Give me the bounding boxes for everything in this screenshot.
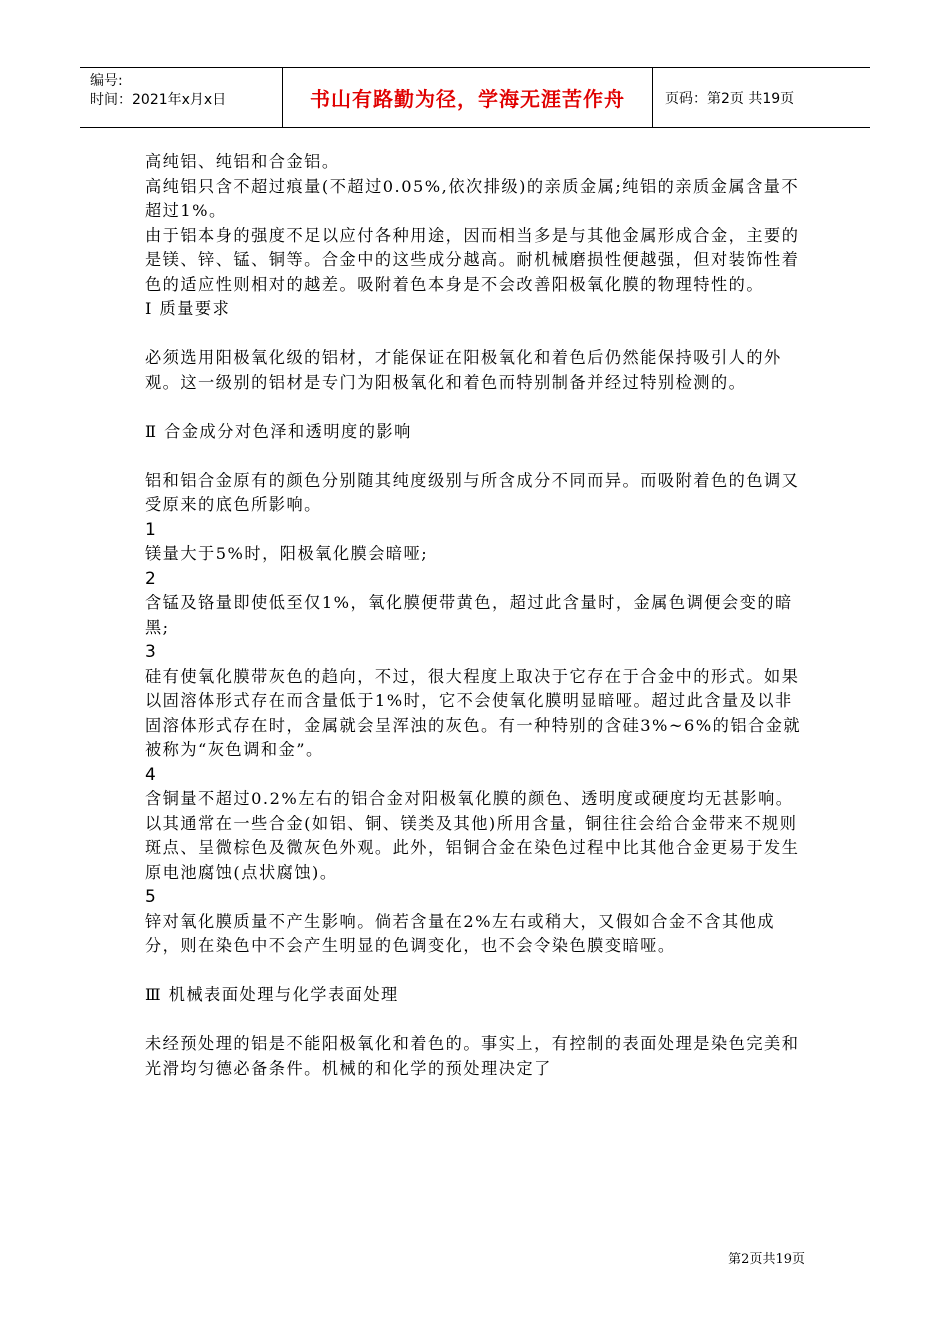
list-number: 1 (145, 519, 156, 540)
blank-line (145, 959, 810, 984)
page-header (80, 67, 870, 128)
blank-line (145, 1008, 810, 1033)
time-label: 时间：2021年x月x日 (90, 92, 227, 108)
paragraph: 锌对氧化膜质量不产生影响。倘若含量在2%左右或稍大，又假如合金不含其他成分，则在染色中不会产生明显的色调变化，也不会令染色膜变暗哑。 (145, 911, 776, 955)
header-motto-cell (282, 68, 653, 127)
serial-label: 编号: (90, 73, 123, 89)
list-number: 4 (145, 764, 156, 785)
section-heading: Ⅰ 质量要求 (145, 299, 231, 318)
paragraph: 硅有使氧化膜带灰色的趋向，不过，很大程度上取决于它存在于合金中的形式。如果以固溶体形式存在而含量低于1%时，它不会使氧化膜明显暗哑。超过此含量及以非固溶体形式存在时，金属就会呈浑浊的灰色。有一种特别的含硅3%~6%的铝合金就被称为“灰色调和金”。 (145, 666, 802, 759)
paragraph: 未经预处理的铝是不能阳极氧化和着色的。事实上，有控制的表面处理是染色完美和光滑均匀德必备条件。机械的和化学的预处理决定了 (145, 1034, 800, 1078)
list-number: 3 (145, 642, 156, 662)
paragraph: 含铜量不超过0.2%左右的铝合金对阳极氧化膜的颜色、透明度或硬度均无甚影响。以其通常在一些合金(如铝、铜、镁类及其他)所用含量，铜往往会给合金带来不规则斑点、呈微棕色及微灰色外观。此外，铝铜合金在染色过程中比其他合金更易于发生原电池腐蚀(点状腐蚀)。 (145, 789, 800, 882)
header-page-label: 页码：第2页 共19页 (665, 90, 795, 107)
list-number: 5 (145, 887, 156, 907)
paragraph: 高纯铝、纯铝和合金铝。 (145, 152, 340, 171)
header-info (90, 72, 226, 110)
blank-line (145, 395, 810, 420)
list-number: 2 (145, 568, 156, 589)
section-heading: Ⅲ 机械表面处理与化学表面处理 (145, 985, 399, 1004)
section-heading: Ⅱ 合金成分对色泽和透明度的影响 (145, 421, 412, 441)
paragraph: 由于铝本身的强度不足以应付各种用途，因而相当多是与其他金属形成合金，主要的是镁、锌、锰、铜等。合金中的这些成分越高。耐机械磨损性便越强，但对装饰性着色的适应性则相对的越差。吸附着色本身是不会改善阳极氧化膜的物理特性的。 (145, 225, 800, 294)
motto-text: 书山有路勤为径，学海无涯苦作舟 (310, 87, 625, 111)
blank-line (145, 322, 810, 347)
blank-line (145, 444, 810, 469)
paragraph: 镁量大于5%时，阳极氧化膜会暗哑; (145, 544, 429, 563)
paragraph: 铝和铝合金原有的颜色分别随其纯度级别与所含成分不同而异。而吸附着色的色调又受原来的底色所影响。 (145, 470, 800, 514)
document-body (145, 150, 810, 1081)
paragraph: 高纯铝只含不超过痕量(不超过0.05%,依次排级)的亲质金属;纯铝的亲质金属含量不超过1%。 (145, 176, 800, 220)
paragraph: 必须选用阳极氧化级的铝材，才能保证在阳极氧化和着色后仍然能保持吸引人的外观。这一级别的铝材是专门为阳极氧化和着色而特别制备并经过特别检测的。 (145, 348, 782, 392)
paragraph: 含锰及铬量即使低至仅1%，氧化膜便带黄色，超过此含量时，金属色调便会变的暗黑; (145, 593, 793, 637)
page-footer: 第2页共19页 (728, 1252, 805, 1267)
